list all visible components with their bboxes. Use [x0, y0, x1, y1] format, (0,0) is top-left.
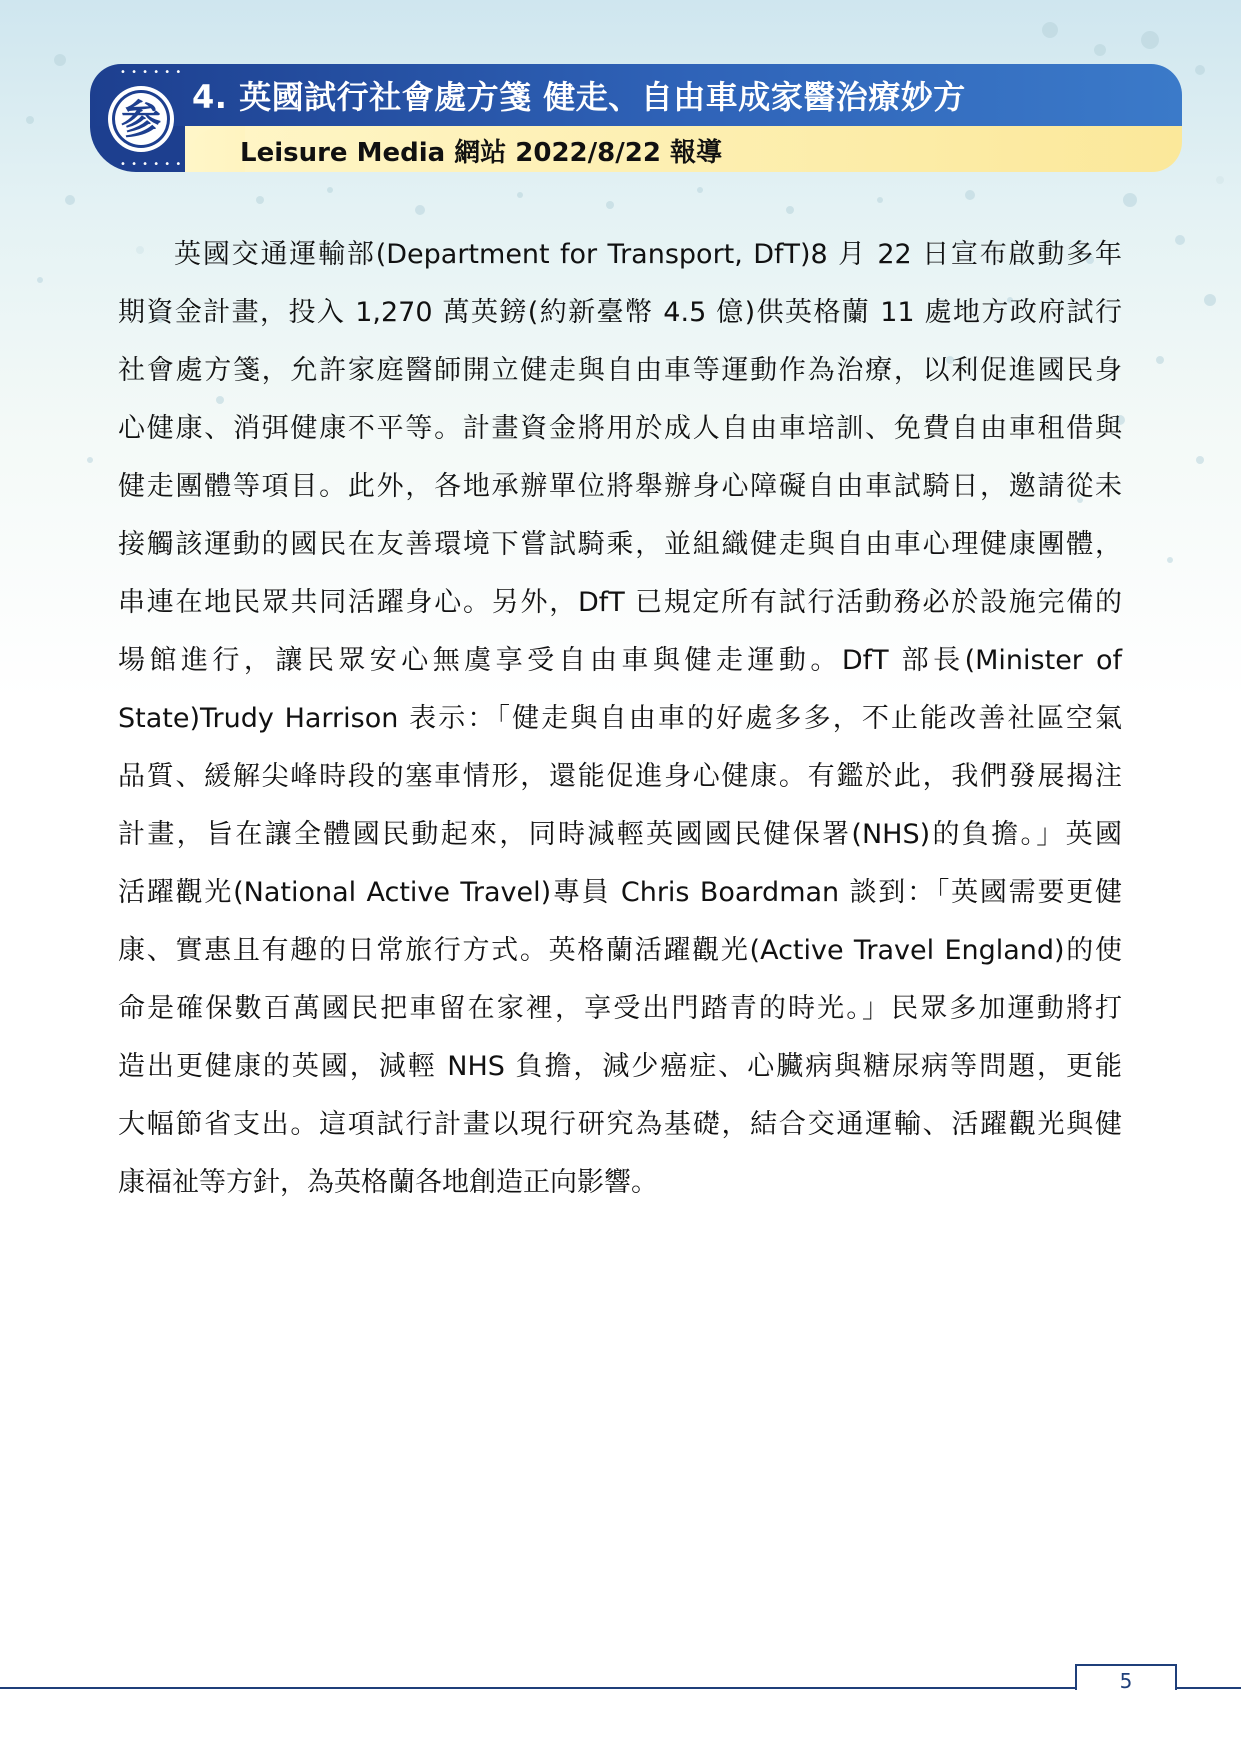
paragraph-line: 品質、緩解尖峰時段的塞車情形，還能促進身心健康。有鑑於此，我們發展揭注	[118, 761, 1122, 792]
section-header-banner	[90, 64, 1182, 172]
paragraph-line: 命是確保數百萬國民把車留在家裡，享受出門踏青的時光。」民眾多加運動將打	[118, 993, 1122, 1024]
paragraph-line: 大幅節省支出。這項試行計畫以現行研究為基礎，結合交通運輸、活躍觀光與健	[118, 1109, 1122, 1140]
section-title: 4. 英國試行社會處方箋 健走、自由車成家醫治療妙方	[192, 78, 966, 116]
article-body	[118, 226, 1122, 1212]
logo-dots-bottom: • • • • • •	[120, 159, 183, 170]
paragraph-line: 計畫，旨在讓全體國民動起來，同時減輕英國國民健保署(NHS)的負擔。」英國	[118, 819, 1122, 850]
paragraph-line: 康、實惠且有趣的日常旅行方式。英格蘭活躍觀光(Active Travel England)的使	[118, 935, 1122, 966]
paragraph-line: 場館進行，讓民眾安心無虞享受自由車與健走運動。DfT 部長(Minister of	[118, 645, 1122, 676]
paragraph-line: 串連在地民眾共同活躍身心。另外，DfT 已規定所有試行活動務必於設施完備的	[118, 587, 1122, 618]
footer-rule	[0, 1687, 1241, 1689]
logo-glyph: 参	[121, 97, 161, 143]
page-number: 5	[1119, 1669, 1133, 1693]
paragraph-line: 英國交通運輸部(Department for Transport, DfT)8 月 22 日宣布啟動多年	[174, 239, 1122, 270]
logo-dots-top: • • • • • •	[120, 67, 183, 78]
paragraph-line: 活躍觀光(National Active Travel)專員 Chris Boardman 談到：「英國需要更健	[118, 877, 1122, 908]
paragraph-line: 心健康、消弭健康不平等。計畫資金將用於成人自由車培訓、免費自由車租借與	[118, 413, 1122, 444]
paragraph-line: 接觸該運動的國民在友善環境下嘗試騎乘，並組織健走與自由車心理健康團體，	[118, 529, 1122, 560]
paragraph-line: 造出更健康的英國，減輕 NHS 負擔，減少癌症、心臟病與糖尿病等問題，更能	[118, 1051, 1122, 1082]
section-subtitle: Leisure Media 網站 2022/8/22 報導	[240, 138, 722, 168]
paragraph-line: 康福祉等方針，為英格蘭各地創造正向影響。	[118, 1167, 658, 1198]
paragraph-line: State)Trudy Harrison 表示：「健走與自由車的好處多多，不止能改善社區空氣	[118, 703, 1122, 734]
paragraph-line: 社會處方箋，允許家庭醫師開立健走與自由車等運動作為治療，以利促進國民身	[118, 355, 1122, 386]
paragraph-line: 期資金計畫，投入 1,270 萬英鎊(約新臺幣 4.5 億)供英格蘭 11 處地方政府試行	[118, 297, 1122, 328]
paragraph-line: 健走團體等項目。此外，各地承辦單位將舉辦身心障礙自由車試騎日，邀請從未	[118, 471, 1122, 502]
logo-badge-icon	[106, 84, 176, 154]
